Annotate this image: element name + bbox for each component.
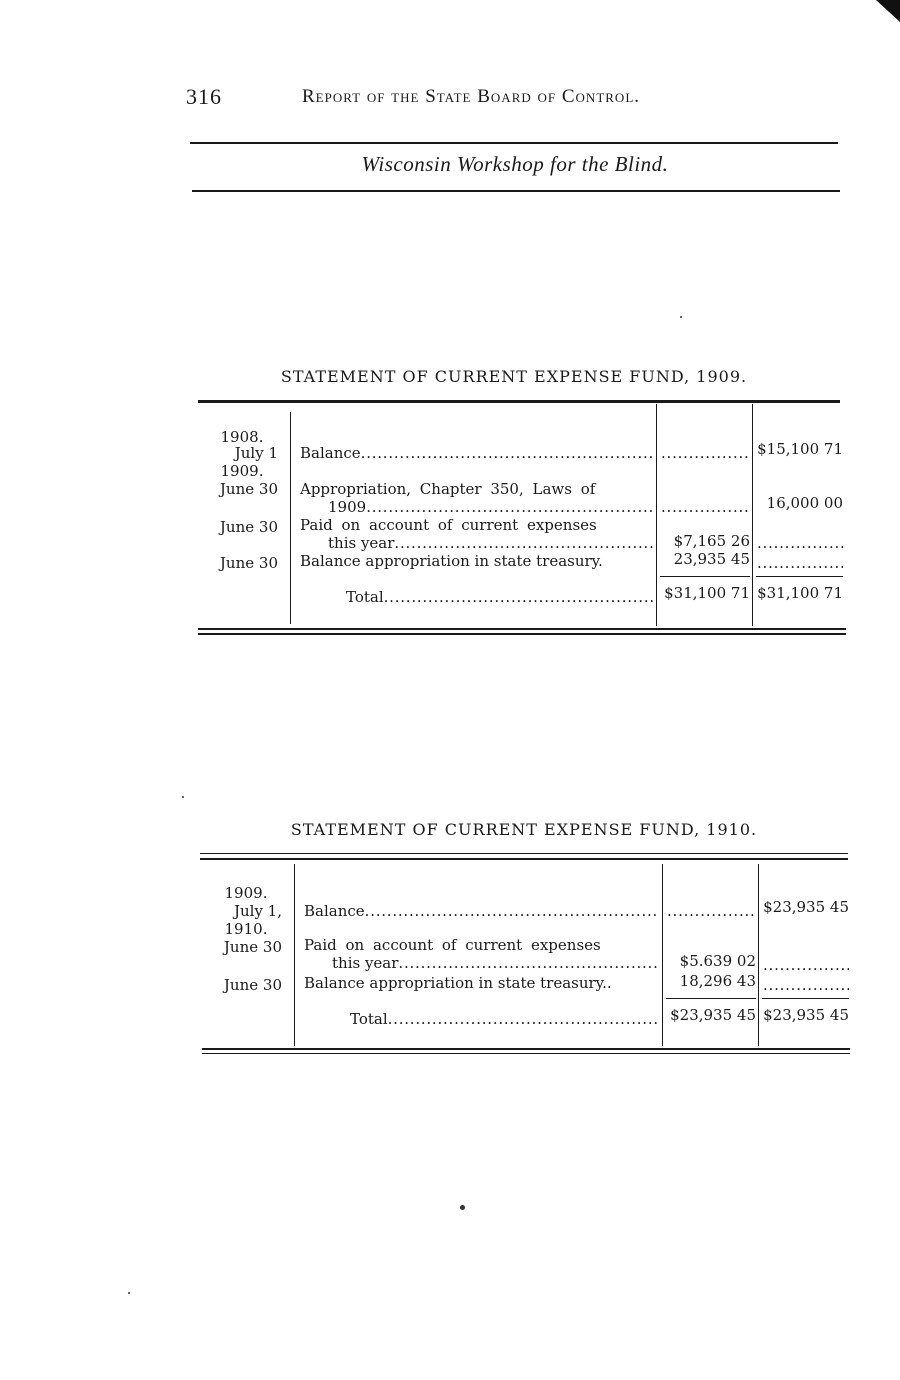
date-cell: June 30: [219, 554, 278, 572]
statement-title-1909: STATEMENT OF CURRENT EXPENSE FUND, 1909.: [280, 367, 748, 386]
total-credit: $23,935 45: [763, 1006, 849, 1024]
date-year: 1909.: [220, 462, 264, 480]
date-cell: June 30: [223, 976, 282, 994]
paid-amount: $7,165 26: [673, 532, 750, 550]
statement-1909-bottom-rule: [198, 628, 846, 630]
sum-rule: [666, 998, 756, 999]
statement-1910-bottom-rule: [202, 1048, 850, 1050]
scan-corner-mark: [870, 0, 900, 22]
sum-rule: [762, 998, 849, 999]
row-description-cont: 1909: [328, 498, 367, 516]
leader-dots: [398, 954, 658, 972]
credit-leader: [763, 976, 849, 994]
statement-title-1910: STATEMENT OF CURRENT EXPENSE FUND, 1910.: [290, 820, 758, 839]
statement-1910-bottom-rule: [202, 1053, 850, 1054]
row-description: Balance appropriation in state treasury..: [304, 974, 612, 992]
credit-leader: [763, 956, 849, 974]
credit-amount: 16,000 00: [766, 494, 843, 512]
sum-rule: [660, 576, 750, 577]
statement-1910-top-rule: [200, 858, 848, 860]
date-cell: July 1,: [233, 902, 282, 920]
description-cell: [300, 552, 654, 570]
page-number: 316: [186, 84, 222, 109]
column-divider: [758, 864, 759, 1046]
credit-amount: $15,100 71: [757, 440, 843, 458]
column-divider: [290, 412, 291, 624]
total-label: Total: [346, 588, 384, 606]
date-year: 1910.: [224, 920, 268, 938]
total-paid: $31,100 71: [664, 584, 750, 602]
description-cell: [304, 936, 658, 972]
paid-amount: 18,296 43: [679, 972, 756, 990]
leader-dots: [394, 534, 654, 552]
statement-table-1910: [204, 862, 849, 1046]
row-description: Paid on account of current expenses: [300, 516, 597, 534]
statement-1909-bottom-rule: [198, 633, 846, 635]
paid-leader: [667, 902, 755, 920]
date-cell: July 1: [234, 444, 278, 462]
paid-amount: 23,935 45: [673, 550, 750, 568]
column-divider: [662, 864, 663, 1046]
credit-leader: [757, 554, 843, 572]
description-cell: [304, 902, 658, 920]
row-description: Appropriation, Chapter 350, Laws of: [300, 480, 596, 498]
section-subtitle: Wisconsin Workshop for the Blind.: [361, 152, 669, 176]
paid-leader: [661, 498, 749, 516]
date-year: 1908.: [220, 428, 264, 446]
row-description: Balance: [300, 444, 361, 462]
paid-amount: $5.639 02: [679, 952, 756, 970]
column-divider: [656, 404, 657, 626]
statement-1910-top-rule: [200, 853, 848, 854]
column-divider: [752, 404, 753, 626]
leader-dots: [365, 902, 658, 920]
row-description: Balance appropriation in state treasury.: [300, 552, 603, 570]
total-label: Total: [350, 1010, 388, 1028]
description-cell: [300, 516, 654, 552]
date-cell: June 30: [219, 480, 278, 498]
column-divider: [294, 864, 295, 1046]
row-description: Paid on account of current expenses: [304, 936, 601, 954]
description-cell: [300, 444, 652, 462]
scan-speck: [460, 1205, 465, 1210]
total-label-cell: [350, 1010, 658, 1028]
description-cell: [300, 480, 654, 516]
credit-amount: $23,935 45: [763, 898, 849, 916]
header-rule: [190, 142, 838, 144]
credit-leader: [757, 534, 843, 552]
date-year: 1909.: [224, 884, 268, 902]
leader-dots: [384, 588, 654, 606]
subtitle-rule: [192, 190, 840, 192]
scan-speck: [680, 316, 682, 318]
total-label-cell: [346, 588, 654, 606]
page-header: [186, 84, 836, 114]
sum-rule: [756, 576, 843, 577]
running-head: Report of the State Board of Control.: [302, 86, 641, 107]
scan-speck: [128, 1292, 130, 1294]
statement-1909-top-rule: [198, 400, 840, 403]
leader-dots: [388, 1010, 658, 1028]
paid-leader: [661, 444, 749, 462]
row-description-cont: this year: [328, 534, 395, 552]
row-description: Balance: [304, 902, 365, 920]
statement-table-1909: [198, 404, 843, 626]
leader-dots: [361, 444, 652, 462]
description-cell: [304, 974, 658, 992]
leader-dots: [366, 498, 654, 516]
total-paid: $23,935 45: [670, 1006, 756, 1024]
date-cell: June 30: [223, 938, 282, 956]
row-description-cont: this year: [332, 954, 399, 972]
total-credit: $31,100 71: [757, 584, 843, 602]
date-cell: June 30: [219, 518, 278, 536]
scan-speck: [182, 796, 184, 798]
